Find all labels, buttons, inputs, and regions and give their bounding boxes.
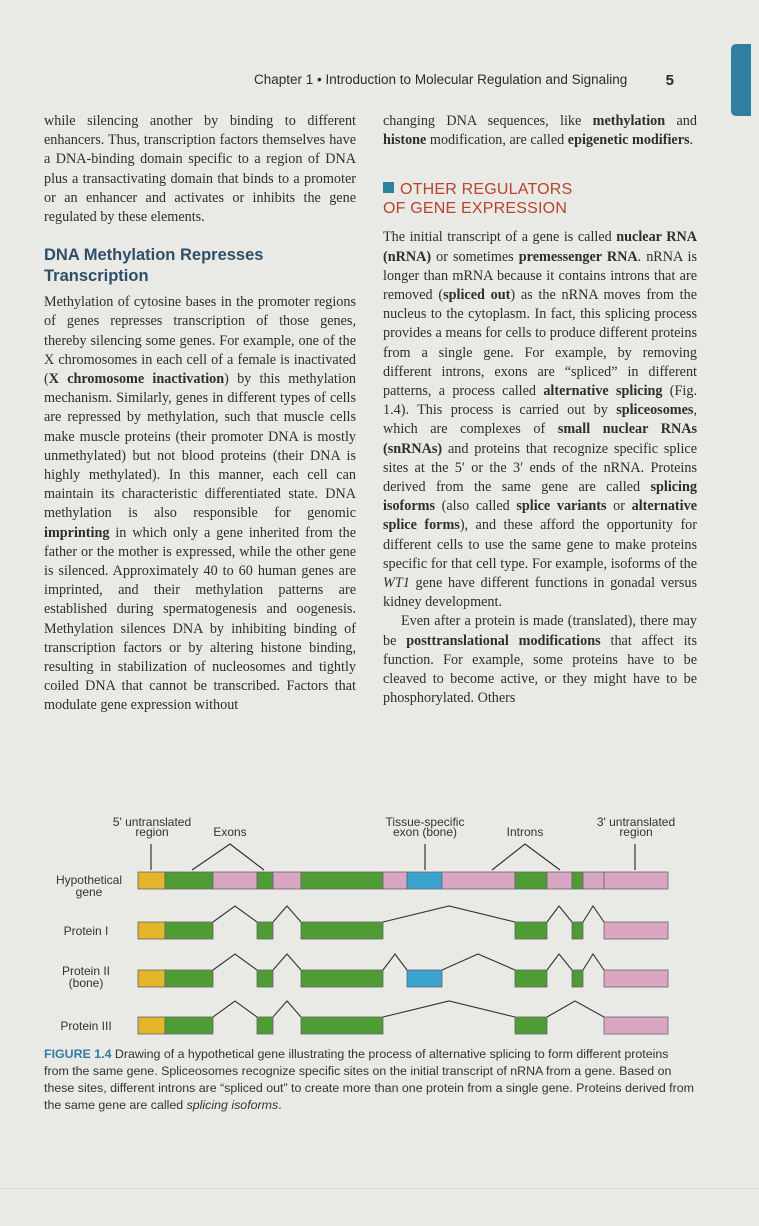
gene-exon <box>301 872 383 889</box>
row-label-gene: Hypothetical <box>55 873 123 887</box>
protein3-exon <box>515 1017 547 1034</box>
protein2-exon <box>572 970 583 987</box>
gene-intron <box>583 872 604 889</box>
gene-exon <box>257 872 273 889</box>
section-heading: DNA Methylation Represses Transcription <box>44 246 264 286</box>
label-5utr: 5' untranslated <box>112 815 192 829</box>
heading-square-icon <box>383 182 394 193</box>
protein1-5utr <box>138 922 165 939</box>
page-bottom-divider <box>0 1188 759 1189</box>
running-head-text: Chapter 1 • Introduction to Molecular Regulation and Signaling <box>254 72 628 87</box>
protein1-exon <box>572 922 583 939</box>
gene-exon-bone <box>407 872 442 889</box>
protein3-3utr <box>604 1017 668 1034</box>
label-tissue-exon: exon (bone) <box>392 825 458 839</box>
right-column <box>383 112 697 708</box>
running-head <box>254 72 674 92</box>
splicing-figure <box>40 800 740 1050</box>
paragraph: Even after a protein is made (translated), there may be posttranslational modifications that affect its function. For example, some proteins have to be cleaved to become active, or they might have to be phosphorylated. Others <box>383 613 697 707</box>
gene-intron <box>213 872 257 889</box>
page-number: 5 <box>665 72 674 89</box>
label-tissue-exon: Tissue-specific <box>385 815 465 829</box>
label-5utr: region <box>135 825 169 839</box>
left-column <box>44 112 356 716</box>
gene-intron <box>273 872 301 889</box>
major-heading: OTHER REGULATORS OF GENE EXPRESSION <box>383 181 573 218</box>
paragraph: changing DNA sequences, like methylation and histone modification, are called epigenetic modifiers. <box>383 113 697 149</box>
protein2-exon <box>515 970 547 987</box>
label-exons: Exons <box>213 825 247 839</box>
protein1-3utr <box>604 922 668 939</box>
protein1-exon <box>515 922 547 939</box>
gene-intron <box>547 872 572 889</box>
protein1-exon <box>301 922 383 939</box>
gene-intron <box>383 872 407 889</box>
label-3utr: 3' untranslated <box>596 815 676 829</box>
label-3utr: region <box>619 825 653 839</box>
protein2-exon-bone <box>407 970 442 987</box>
gene-exon <box>572 872 583 889</box>
paragraph: Methylation of cytosine bases in the promoter regions of genes represses transcription of those genes, thereby silencing some genes. For example, one of the X chromosomes in each cell of a female is inactivated (X chromosome inactivation) by this methylation mechanism. Similarly, genes in different types of cells are repressed by methylation, such that muscle cells make muscle proteins (their promoter DNA is mostly unmethylated) but not blood proteins (their DNA is highly methylated). In this manner, each cell can maintain its characteristic differentiated state. DNA methylation is also responsible for genomic imprinting in which only a gene inherited from the father or the mother is expressed, while the other gene is silenced. Approximately 40 to 60 human genes are imprinted, and their methylation patterns are established during spermatogenesis and oogenesis. Methylation silences DNA by inhibiting binding of transcription factors or by altering histone binding, resulting in stabilization of nucleosomes and tightly coiled DNA that cannot be transcribed. Factors that modulate gene expression without <box>44 294 357 714</box>
protein3-exon <box>301 1017 383 1034</box>
protein2-exon <box>165 970 213 987</box>
label-introns: Introns <box>506 825 544 839</box>
chapter-tab <box>731 44 751 116</box>
protein2-exon <box>301 970 383 987</box>
protein2-3utr <box>604 970 668 987</box>
protein1-exon <box>165 922 213 939</box>
paragraph: The initial transcript of a gene is called nuclear RNA (nRNA) or sometimes premessenger RNA. nRNA is longer than mRNA because it contains introns that are removed (spliced out) as the nRNA moves from the nucleus to the cytoplasm. In fact, this splicing process provides a means for cells to produce different proteins from a single gene. For example, by removing different introns, exons are “spliced” in different patterns, a process called alternative splicing (Fig. 1.4). This process is carried out by spliceosomes, which are complexes of small nuclear RNAs (snRNAs) and proteins that recognize specific splice sites at the 5′ or the 3′ ends of the nRNA. Proteins derived from the same gene are called splicing isoforms (also called splice variants or alternative splice forms), and these afford the opportunity for different cells to use the same gene to make proteins specific for that cell type. For example, isoforms of the WT1 gene have different functions in gonadal versus kidney development. <box>383 229 698 611</box>
paragraph: while silencing another by binding to different enhancers. Thus, transcription factors themselves have a DNA-binding domain specific to a region of DNA plus a transactivating domain that binds to a promoter or an enhancer and activates or inhibits the gene regulated by these elements. <box>44 113 356 226</box>
protein3-exon <box>165 1017 213 1034</box>
gene-3utr <box>604 872 668 889</box>
row-label-protein-2: Protein II <box>61 964 111 978</box>
gene-exon <box>515 872 547 889</box>
row-label-protein-3: Protein III <box>60 1019 112 1033</box>
protein3-exon <box>257 1017 273 1034</box>
gene-intron <box>442 872 515 889</box>
gene-5utr <box>138 872 165 889</box>
protein3-5utr <box>138 1017 165 1034</box>
protein1-exon <box>257 922 273 939</box>
protein2-exon <box>257 970 273 987</box>
row-label-gene: gene <box>75 885 103 899</box>
protein2-5utr <box>138 970 165 987</box>
row-label-protein-2: (bone) <box>68 976 104 990</box>
row-label-protein-1: Protein I <box>63 924 109 938</box>
gene-exon <box>165 872 213 889</box>
figure-caption: FIGURE 1.4 Drawing of a hypothetical gene illustrating the process of alternative splicing to form different proteins from the same gene. Spliceosomes recognize specific sites on the initial transcript of nRNA from a gene. Based on these sites, different introns are “spliced out” to create more than one protein from a single gene. Proteins derived from the same gene are called splicing isoforms. <box>44 1047 694 1112</box>
